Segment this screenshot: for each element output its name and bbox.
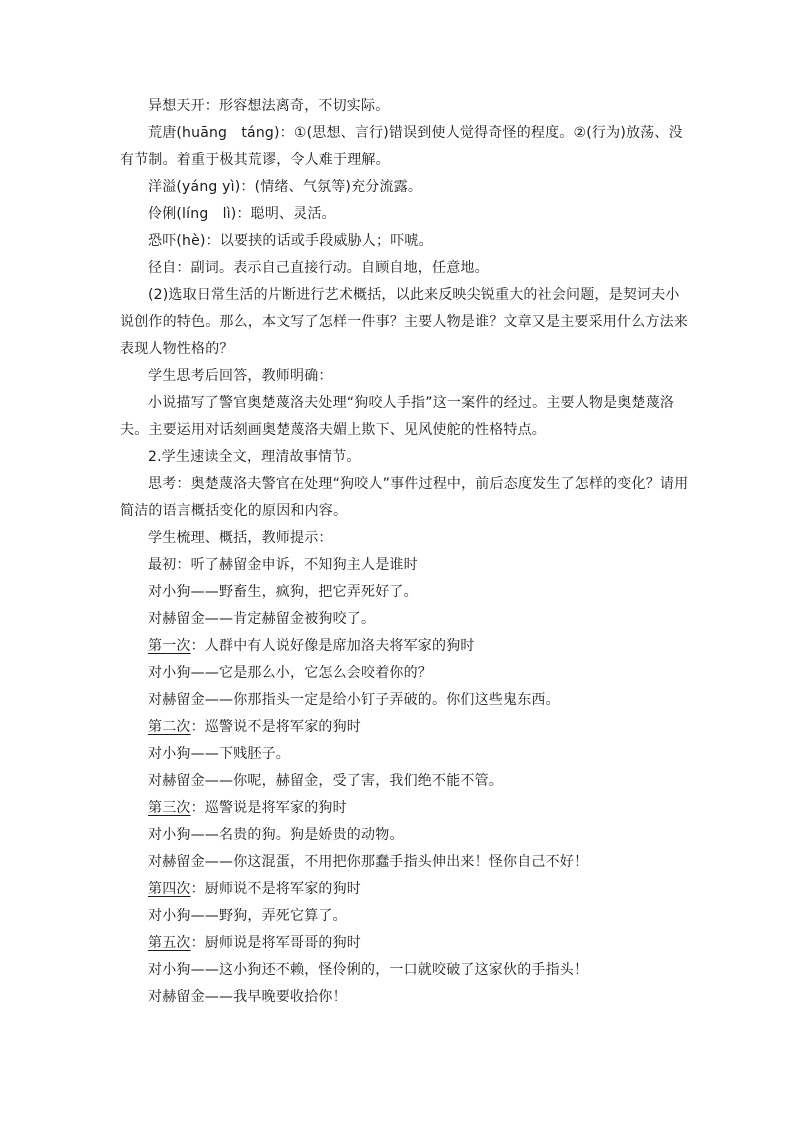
stage-man-attitude: 对赫留金——你呢，赫留金，受了害，我们绝不能不管。: [148, 773, 503, 789]
stage-dog-attitude: 对小狗——名贵的狗。狗是娇贵的动物。: [148, 827, 404, 843]
outline-intro: 学生梳理、概括，教师提示：: [148, 530, 333, 546]
stage-man-attitude: 对赫留金——你这混蛋，不用把你那蠢手指头伸出来！怪你自己不好！: [148, 854, 589, 870]
stage-heading: [120, 714, 690, 741]
stage-dog-attitude: 对小狗——它是那么小，它怎么会咬着你的？: [148, 665, 432, 681]
stage-condition: ：巡警说是将军家的狗时: [190, 800, 347, 816]
stage-condition: ：人群中有人说好像是席加洛夫将军家的狗时: [190, 638, 475, 654]
stage-lead: 最初: [148, 557, 177, 573]
stage-lead: 第四次: [148, 881, 191, 897]
stage-heading: [120, 633, 690, 660]
vocab-item: 洋溢(yáng yì)：(情绪、气氛等)充分流露。: [148, 179, 423, 195]
document-page: [120, 93, 690, 1011]
stage-dog-attitude: 对小狗——野畜生，疯狗，把它弄死好了。: [148, 584, 418, 600]
stage-heading: [120, 876, 690, 903]
stage-heading: [120, 795, 690, 822]
stage-man-attitude: 对赫留金——肯定赫留金被狗咬了。: [148, 611, 376, 627]
stage-condition: ：巡警说不是将军家的狗时: [190, 719, 362, 735]
stage-lead: 第一次: [148, 638, 191, 654]
stage-man-attitude: 对赫留金——你那指头一定是给小钉子弄破的。你们这些鬼东西。: [148, 692, 560, 708]
stage-heading: [120, 552, 690, 579]
answer-text: 小说描写了警官奥楚蔑洛夫处理“狗咬人手指”这一案件的经过。主要人物是奥楚蔑洛夫。主要运用对话刻画奥楚蔑洛夫媚上欺下、见风使舵的性格特点。: [120, 395, 675, 438]
stage-dog-attitude: 对小狗——这小狗还不赖，怪伶俐的，一口就咬破了这家伙的手指头！: [148, 962, 589, 978]
think-question: 思考：奥楚蔑洛夫警官在处理“狗咬人”事件过程中，前后态度发生了怎样的变化？请用简洁的语言概括变化的原因和内容。: [120, 476, 689, 519]
stage-condition: ：厨师说是将军哥哥的狗时: [190, 935, 362, 951]
vocab-item: 异想天开：形容想法离奇，不切实际。: [148, 98, 390, 114]
stage-lead: 第二次: [148, 719, 191, 735]
vocab-item: 径自：副词。表示自己直接行动。自顾自地，任意地。: [148, 260, 489, 276]
stage-lead: 第三次: [148, 800, 191, 816]
step-2: 2.学生速读全文，理清故事情节。: [148, 449, 361, 465]
vocab-item: 恐吓(hè)：以要挟的话或手段威胁人；吓唬。: [148, 233, 433, 249]
stage-dog-attitude: 对小狗——野狗，弄死它算了。: [148, 908, 347, 924]
vocab-item: 伶俐(líng lì)：聪明、灵活。: [148, 206, 336, 222]
question-2: (2)选取日常生活的片断进行艺术概括，以此来反映尖锐重大的社会问题，是契诃夫小说创作的特色。那么，本文写了怎样一件事？主要人物是谁？文章又是主要采用什么方法来表现人物性格的？: [120, 287, 688, 357]
answer-intro: 学生思考后回答，教师明确：: [148, 368, 333, 384]
stage-man-attitude: 对赫留金——我早晚要收拾你！: [148, 989, 347, 1005]
stage-condition: ：厨师说不是将军家的狗时: [190, 881, 362, 897]
stage-dog-attitude: 对小狗——下贱胚子。: [148, 746, 290, 762]
stage-heading: [120, 930, 690, 957]
vocab-item: 荒唐(huāng táng)：①(思想、言行)错误到使人觉得奇怪的程度。②(行为)放荡、没有节制。着重于极其荒谬，令人难于理解。: [120, 125, 683, 168]
stage-lead: 第五次: [148, 935, 191, 951]
stage-condition: ：听了赫留金申诉，不知狗主人是谁时: [176, 557, 418, 573]
